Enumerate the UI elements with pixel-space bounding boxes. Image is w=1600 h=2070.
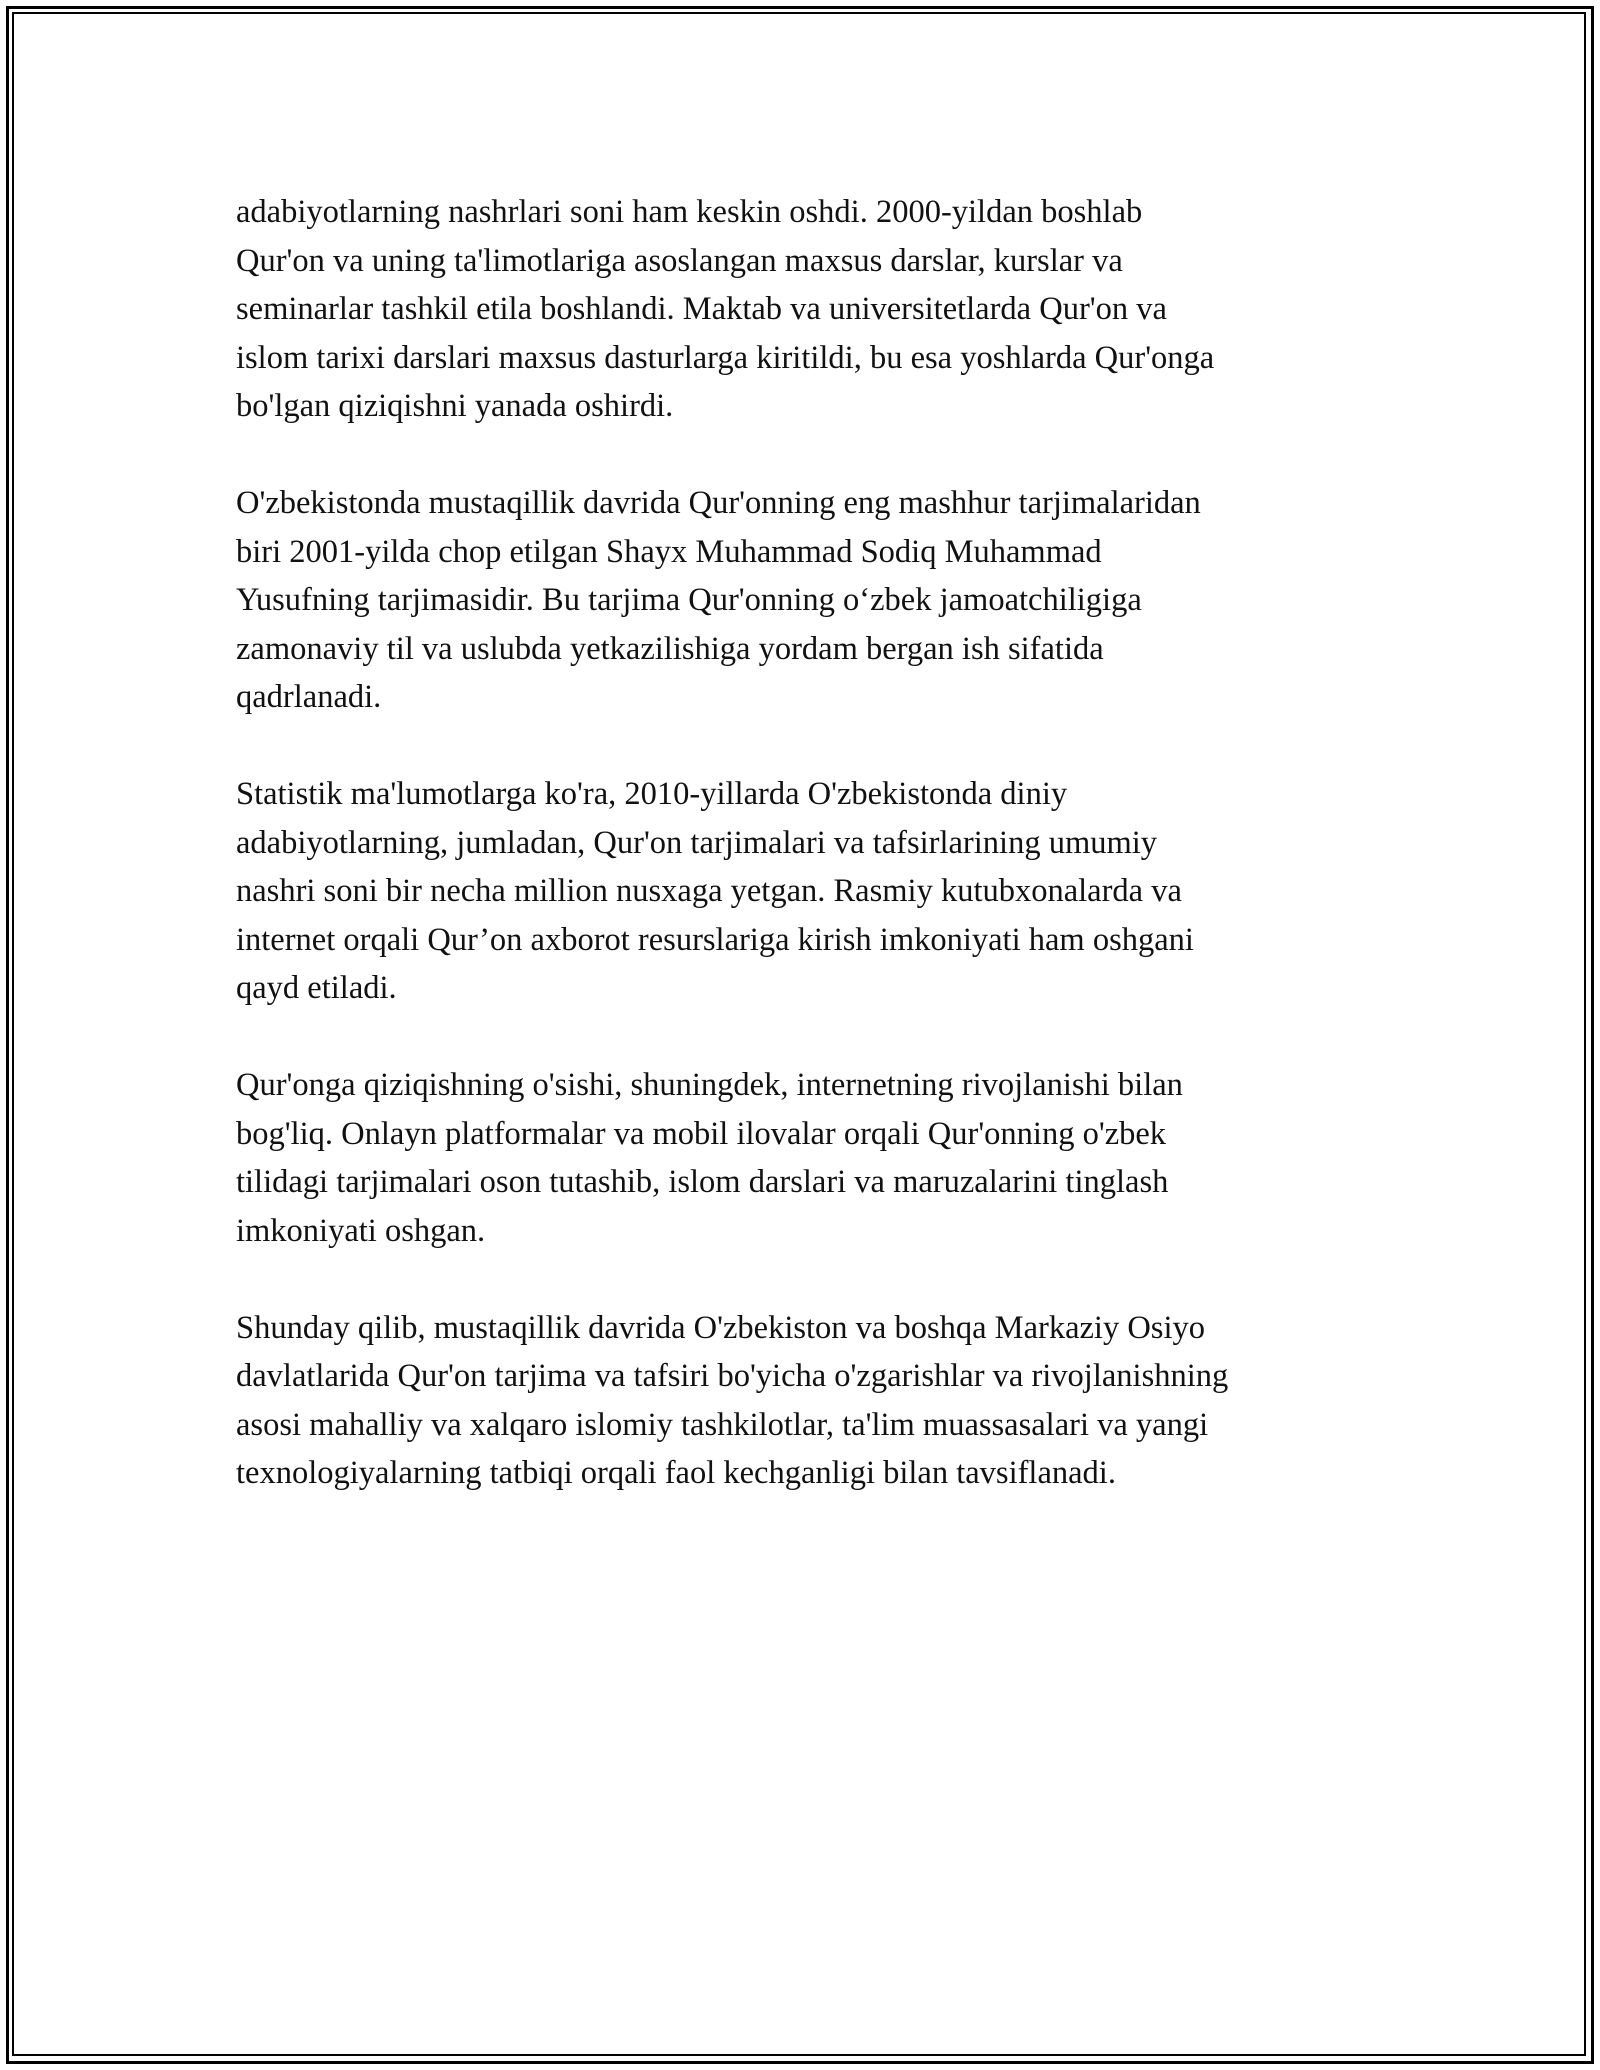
text-line: imkoniyati oshgan. [236,1212,486,1249]
text-line: qayd etiladi. [236,970,397,1006]
text-line: Yusufning tarjimasidir. Bu tarjima Qur'onning o‘zbek jamoatchiligiga [236,582,1142,618]
document-body [236,188,1376,1546]
text-line: Statistik ma'lumotlarga ko'ra, 2010-yillarda O'zbekistonda diniy [236,776,1068,812]
text-line: adabiyotlarning nashrlari soni ham keskin oshdi. 2000-yildan boshlab [236,194,1143,230]
text-line: bo'lgan qiziqishni yanada oshirdi. [236,388,674,424]
text-line: tilidagi tarjimalari oson tutashib, islom darslari va maruzalarini tinglash [236,1164,1169,1200]
text-line: bog'liq. Onlayn platformalar va mobil ilovalar orqali Qur'onning o'zbek [236,1115,1167,1152]
text-line: asosi mahalliy va xalqaro islomiy tashkilotlar, ta'lim muassasalari va yangi [236,1406,1209,1443]
text-line: Qur'on va uning ta'limotlariga asoslangan maxsus darslar, kurslar va [236,242,1123,279]
text-line: islom tarixi darslari maxsus dasturlarga kiritildi, bu esa yoshlarda Qur'onga [236,339,1215,376]
text-line: davlatlarida Qur'on tarjima va tafsiri bo'yicha o'zgarishlar va rivojlanishning [236,1358,1229,1394]
text-line: O'zbekistonda mustaqillik davrida Qur'onning eng mashhur tarjimalaridan [236,485,1201,521]
paragraph-3 [236,770,1376,1013]
text-line: zamonaviy til va uslubda yetkazilishiga yordam bergan ish sifatida [236,630,1104,667]
paragraph-5 [236,1304,1376,1498]
text-line: nashri soni bir necha million nusxaga yetgan. Rasmiy kutubxonalarda va [236,873,1182,909]
paragraph-2 [236,479,1376,722]
text-line: seminarlar tashkil etila boshlandi. Maktab va universitetlarda Qur'on va [236,291,1167,327]
paragraph-1 [236,188,1376,431]
text-line: adabiyotlarning, jumladan, Qur'on tarjimalari va tafsirlarining umumiy [236,824,1158,861]
paragraph-4 [236,1061,1376,1255]
text-line: texnologiyalarning tatbiqi orqali faol kechganligi bilan tavsiflanadi. [236,1455,1116,1491]
text-line: biri 2001-yilda chop etilgan Shayx Muhammad Sodiq Muhammad [236,533,1102,570]
text-line: internet orqali Qur’on axborot resurslariga kirish imkoniyati ham oshgani [236,921,1194,958]
text-line: Qur'onga qiziqishning o'sishi, shuningdek, internetning rivojlanishi bilan [236,1067,1183,1103]
text-line: qadrlanadi. [236,679,382,715]
text-line: Shunday qilib, mustaqillik davrida O'zbekiston va boshqa Markaziy Osiyo [236,1309,1205,1346]
